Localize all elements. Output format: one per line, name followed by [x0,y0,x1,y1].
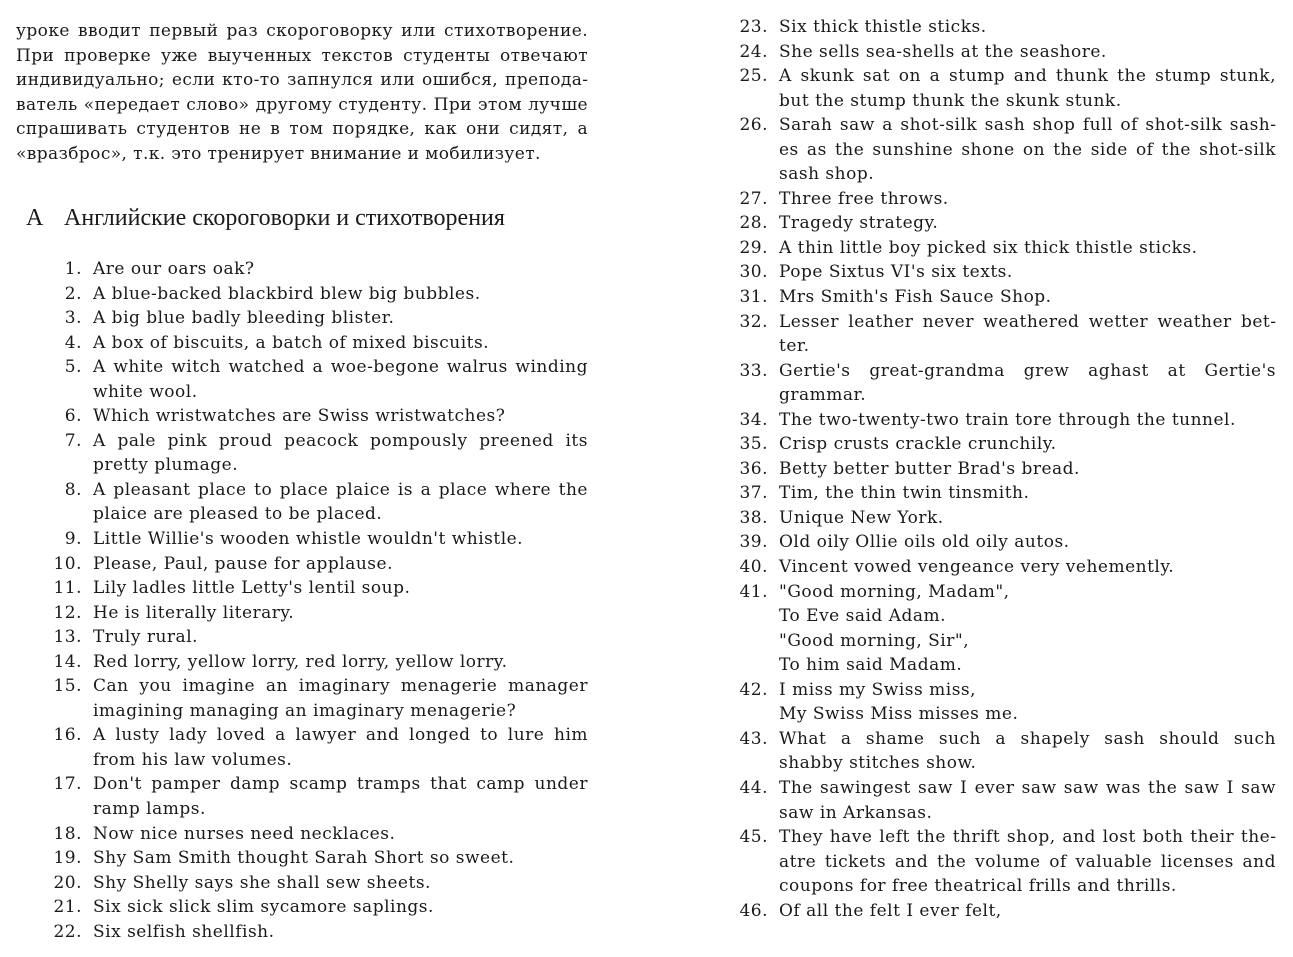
left-column [16,0,588,942]
item-text: Tragedy strategy. [779,213,939,234]
item-number: 44. [739,777,768,798]
item-text: Three free throws. [779,188,949,209]
list-item [16,846,588,871]
item-text: A white witch watched a woe-begone walrus winding white wool. [93,357,588,402]
item-number: 42. [739,679,768,700]
item-number: 17. [53,774,82,795]
item-number: 21. [53,897,82,918]
list-item [16,895,588,920]
list-item [736,285,1276,310]
item-text: Betty better butter Brad's bread. [779,458,1080,479]
item-number: 23. [739,17,768,37]
list-item [736,432,1276,457]
item-number: 25. [739,66,768,87]
item-text: Please, Paul, pause for applause. [93,553,393,574]
item-text: He is literally literary. [93,602,295,623]
list-item [736,899,1276,924]
item-text: Mrs Smith's Fish Sauce Shop. [779,287,1052,308]
item-number: 31. [739,287,768,308]
list-item [16,674,588,723]
list-item [736,260,1276,285]
item-number: 36. [739,458,768,479]
list-item [736,776,1276,825]
item-number: 39. [739,532,768,553]
list-item [16,429,588,478]
item-number: 46. [739,900,768,921]
item-number: 16. [53,725,82,746]
item-text: Lesser leather never weathered wetter weather better. [779,311,1276,357]
item-text: What a shame such a shapely sash should such shabby stitches show. [779,728,1276,774]
item-text: Are our oars oak? [93,259,255,279]
list-item [16,257,588,282]
item-number: 5. [64,357,82,378]
list-item [16,871,588,896]
item-text: Crisp crusts crackle crunchily. [779,434,1057,455]
list-item [736,580,1276,678]
item-text: Shy Shelly says she shall sew sheets. [93,872,431,893]
item-number: 30. [739,262,768,283]
list-item [736,15,1276,40]
list-item [736,457,1276,482]
list-item [16,355,588,404]
list-item [736,113,1276,187]
item-text: Unique New York. [779,507,944,528]
item-number: 26. [739,115,768,136]
list-item [16,772,588,821]
item-number: 38. [739,507,768,528]
item-number: 27. [739,188,768,209]
list-item [736,408,1276,433]
list-item [736,187,1276,212]
item-number: 13. [53,627,82,648]
item-number: 10. [53,553,82,574]
item-line: To him said Madam. [779,655,963,676]
list-item [16,282,588,307]
item-text: Gertie's great-grandma grew aghast at Gertie's grammar. [779,360,1276,406]
item-text: Six sick slick slim sycamore saplings. [93,897,434,918]
list-item [16,552,588,577]
list-item [736,530,1276,555]
list-item [16,306,588,331]
item-text: Shy Sam Smith thought Sarah Short so sweet. [93,848,515,869]
item-number: 28. [739,213,768,234]
item-number: 37. [739,483,768,504]
item-number: 3. [64,308,82,329]
item-text: They have left the thrift shop, and lost both their theatre tickets and the volume of valuable licenses and coupons for free theatrical frills and thrills. [779,827,1276,897]
item-line: To Eve said Adam. [779,606,947,627]
item-number: 15. [53,676,82,697]
item-text: Now nice nurses need necklaces. [93,823,396,844]
item-text: Little Willie's wooden whistle wouldn't whistle. [93,529,524,550]
item-number: 7. [64,430,82,451]
item-number: 12. [53,602,82,623]
section-letter: А [26,205,44,231]
list-item [736,825,1276,899]
list-item [16,527,588,552]
item-text: A pale pink proud peacock pompously preened its pretty plumage. [93,430,588,476]
list-item [16,331,588,356]
item-line: I miss my Swiss miss, [779,679,977,700]
section-heading [26,205,596,232]
item-text: Lily ladles little Letty's lentil soup. [93,578,411,599]
item-text: Sarah saw a shot-silk sash shop full of shot-silk sashes as the sunshine shone on the side of the shot-silk sash shop. [779,115,1276,185]
item-number: 8. [64,479,82,500]
list-item [16,404,588,429]
list-item [736,211,1276,236]
item-text: The sawingest saw I ever saw saw was the saw I saw saw in Arkansas. [779,777,1276,823]
item-number: 2. [64,283,82,304]
item-number: 20. [53,872,82,893]
item-text: Old oily Ollie oils old oily autos. [779,532,1070,553]
item-text: A lusty lady loved a lawyer and longed to lure him from his law volumes. [93,725,588,770]
item-text: A big blue badly bleeding blister. [93,308,395,329]
item-number: 24. [739,41,768,62]
item-text: Pope Sixtus VI's six texts. [779,262,1013,283]
item-number: 14. [53,651,82,672]
item-number: 35. [739,434,768,455]
list-item [16,650,588,675]
item-text: Tim, the thin twin tinsmith. [779,483,1030,504]
item-number: 34. [739,409,768,430]
list-item [16,625,588,650]
list-item [736,40,1276,65]
list-item [736,481,1276,506]
item-line: "Good morning, Sir", [779,630,970,651]
item-number: 18. [53,823,82,844]
item-text: A skunk sat on a stump and thunk the stump stunk, but the stump thunk the skunk stunk. [779,66,1276,111]
list-item [16,723,588,772]
item-text: The two-twenty-two train tore through the tunnel. [779,409,1236,430]
item-number: 33. [739,360,768,381]
item-number: 43. [739,728,768,749]
list-item [736,236,1276,261]
intro-paragraph: уроке вводит первый раз скороговорку или стихотворение. При проверке уже выученных текстов студенты отвечают индивидуально; если кто-то запнулся или ошибся, преподаватель «передает слово» другому студенту. При этом лучше спрашивать студентов не в том порядке, как они сидят, а «вразброс», т.к. это тренирует внимание и мобилизует. [16,21,588,164]
item-number: 32. [739,311,768,332]
item-text: Can you imagine an imaginary menagerie manager imagining managing an imaginary menagerie? [93,676,588,721]
item-number: 29. [739,237,768,258]
section-title: Английские скороговорки и стихотворения [64,205,505,231]
list-item [16,478,588,527]
list-item [736,727,1276,776]
left-tongue-twister-list [16,257,588,944]
item-text: A pleasant place to place plaice is a place where the plaice are pleased to be placed. [93,479,588,525]
item-line: "Good morning, Madam", [779,581,1010,602]
item-text: Six selfish shellfish. [93,921,275,942]
item-line: My Swiss Miss misses me. [779,704,1019,725]
right-tongue-twister-list [736,15,1276,923]
list-item [736,310,1276,359]
item-number: 41. [739,581,768,602]
item-number: 1. [64,259,82,279]
item-text: Of all the felt I ever felt, [779,900,1002,921]
list-item [16,920,588,945]
item-text: Truly rural. [93,627,199,648]
item-text: A blue-backed blackbird blew big bubbles. [93,283,481,304]
item-number: 4. [64,332,82,353]
item-number: 6. [64,406,82,427]
item-number: 22. [53,921,82,942]
item-text: Red lorry, yellow lorry, red lorry, yellow lorry. [93,651,508,672]
item-text: Vincent vowed vengeance very vehemently. [779,557,1175,578]
list-item [736,555,1276,580]
list-item [736,64,1276,113]
item-text: Which wristwatches are Swiss wristwatches? [93,406,506,427]
list-item [736,359,1276,408]
item-text: A box of biscuits, a batch of mixed biscuits. [93,332,490,353]
list-item [16,822,588,847]
item-text: Six thick thistle sticks. [779,17,987,37]
item-number: 19. [53,848,82,869]
list-item [16,576,588,601]
item-number: 45. [739,827,768,848]
item-text: A thin little boy picked six thick thistle sticks. [779,237,1198,258]
list-item [736,678,1276,727]
list-item [736,506,1276,531]
list-item [16,601,588,626]
item-number: 40. [739,557,768,578]
item-number: 9. [64,529,82,550]
item-text: She sells sea-shells at the seashore. [779,41,1107,62]
item-number: 11. [53,578,82,599]
item-text: Don't pamper damp scamp tramps that camp under ramp lamps. [93,774,588,820]
